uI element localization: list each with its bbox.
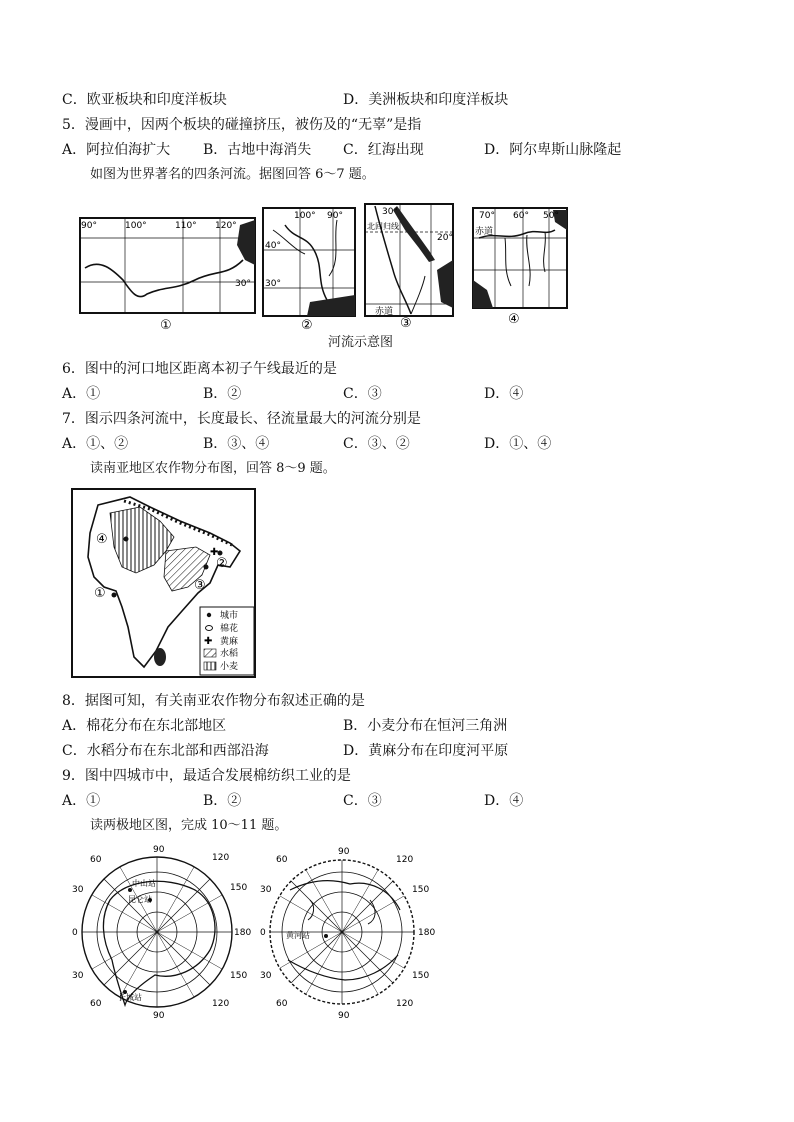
q9-stem: 9．图中四城市中，最适合发展棉纺织工业的是 [62,768,351,784]
arc-tick-5: 0 [260,928,266,938]
m2-tick-0: 100° [294,211,316,221]
arc-tick-1: 120 [396,855,414,865]
q6-stem: 6．图中的河口地区距离本初子午线最近的是 [62,361,337,377]
ant-tick-10: 120 [212,999,230,1009]
map-label-3: ③ [400,316,412,331]
river-maps-caption: 河流示意图 [328,335,394,350]
m3-tick-0: 30° [382,207,398,217]
ant-tick-11: 90 [153,1011,165,1020]
m4-tick-3: 赤道 [475,227,494,237]
river-maps-figure [75,190,585,342]
q5-option-c: C．红海出现 [343,142,424,158]
m2-tick-3: 30° [265,279,281,289]
q8-stem: 8．据图可知，有关南亚农作物分布叙述正确的是 [62,693,365,709]
arc-tick-2: 60 [276,855,288,865]
m1-tick-2: 110° [175,221,197,231]
q8-option-d: D．黄麻分布在印度河平原 [343,743,509,759]
arc-tick-7: 30 [260,971,272,981]
ant-tick-2: 60 [90,855,102,865]
m3-tick-3: 赤道 [375,307,394,317]
arc-tick-3: 150 [412,885,430,895]
q8-option-a: A．棉花分布在东北部地区 [62,718,227,734]
m1-tick-0: 90° [81,221,97,231]
q7-option-b: B．③、④ [203,436,270,452]
ant-tick-9: 60 [90,999,102,1009]
station-kunlun: 昆仑站 [128,895,152,904]
station-zhongshan: 中山站 [132,879,156,888]
q9-option-d: D．④ [484,793,524,809]
crop-label-4: ④ [96,532,108,547]
q9-option-a: A．① [62,793,101,809]
m4-tick-2: 50° [543,211,559,221]
q5-stem: 5．漫画中，因两个板块的碰撞挤压，被伤及的“无辜”是指 [62,117,422,133]
intro-8-9: 读南亚地区农作物分布图，回答 8～9 题。 [90,461,336,476]
ant-tick-8: 150 [230,971,248,981]
q7-option-a: A．①、② [62,436,129,452]
ant-tick-4: 30 [72,885,84,895]
q6-option-a: A．① [62,386,101,402]
river-map-1 [80,218,255,313]
legend-jute: 黄麻 [220,637,239,647]
crop-label-2: ② [216,556,228,571]
q5-option-d: D．阿尔卑斯山脉隆起 [484,142,622,158]
polar-maps-figure [70,840,440,1020]
m3-tick-2: 20° [437,233,453,243]
q8-option-b: B．小麦分布在恒河三角洲 [343,718,508,734]
legend-wheat: 小麦 [220,662,239,672]
arc-tick-9: 60 [276,999,288,1009]
arc-tick-4: 30 [260,885,272,895]
q6-option-d: D．④ [484,386,524,402]
map-label-4: ④ [508,312,520,327]
m1-tick-1: 100° [125,221,147,231]
q4-option-d: D．美洲板块和印度洋板块 [343,92,509,108]
q8-option-c: C．水稻分布在东北部和西部沿海 [62,743,269,759]
q6-option-b: B．② [203,386,242,402]
m4-tick-1: 60° [513,211,529,221]
station-changcheng: 长城站 [118,993,142,1002]
ant-tick-1: 120 [212,853,230,863]
q6-option-c: C．③ [343,386,382,402]
svg-text:✚: ✚ [204,636,213,647]
arc-tick-10: 120 [396,999,414,1009]
crop-label-1: ① [94,586,106,601]
ant-tick-0: 90 [153,845,165,855]
intro-6-7: 如图为世界著名的四条河流。据图回答 6～7 题。 [90,167,375,182]
arc-tick-6: 180 [418,928,436,938]
jute-mark: ✚ [210,547,219,558]
ant-tick-6: 180 [234,928,252,938]
river-map-2 [263,208,355,316]
legend-rice: 水稻 [220,649,239,659]
q4-option-c: C．欧亚板块和印度洋板块 [62,92,227,108]
ant-tick-5: 0 [72,928,78,938]
m2-tick-2: 40° [265,241,281,251]
river-map-4 [473,208,567,308]
intro-10-11: 读两极地区图，完成 10～11 题。 [90,818,288,833]
q9-option-c: C．③ [343,793,382,809]
q5-option-a: A．阿拉伯海扩大 [62,142,171,158]
crop-label-3: ③ [194,578,206,593]
ant-tick-3: 150 [230,883,248,893]
crop-legend [200,607,254,675]
map-label-1: ① [160,318,172,333]
river-map-3 [365,204,453,317]
antarctic-map [72,845,251,1020]
m2-tick-1: 90° [327,211,343,221]
south-asia-crop-map [70,487,260,683]
q9-option-b: B．② [203,793,242,809]
q7-stem: 7．图示四条河流中，长度最长、径流量最大的河流分别是 [62,411,421,427]
q7-option-d: D．①、④ [484,436,552,452]
legend-cotton: 棉花 [220,624,239,634]
arc-tick-8: 150 [412,971,430,981]
q5-option-b: B．古地中海消失 [203,142,312,158]
arctic-map [260,847,435,1020]
legend-city: 城市 [220,611,239,621]
q7-option-c: C．③、② [343,436,410,452]
ant-tick-7: 30 [72,971,84,981]
m1-tick-4: 30° [235,279,251,289]
m1-tick-3: 120° [215,221,237,231]
station-huanghe: 黄河站 [286,931,310,940]
m3-tick-1: 北回归线 [367,222,399,231]
arc-tick-11: 90 [338,1011,350,1020]
map-label-2: ② [301,318,313,333]
arc-tick-0: 90 [338,847,350,857]
m4-tick-0: 70° [479,211,495,221]
